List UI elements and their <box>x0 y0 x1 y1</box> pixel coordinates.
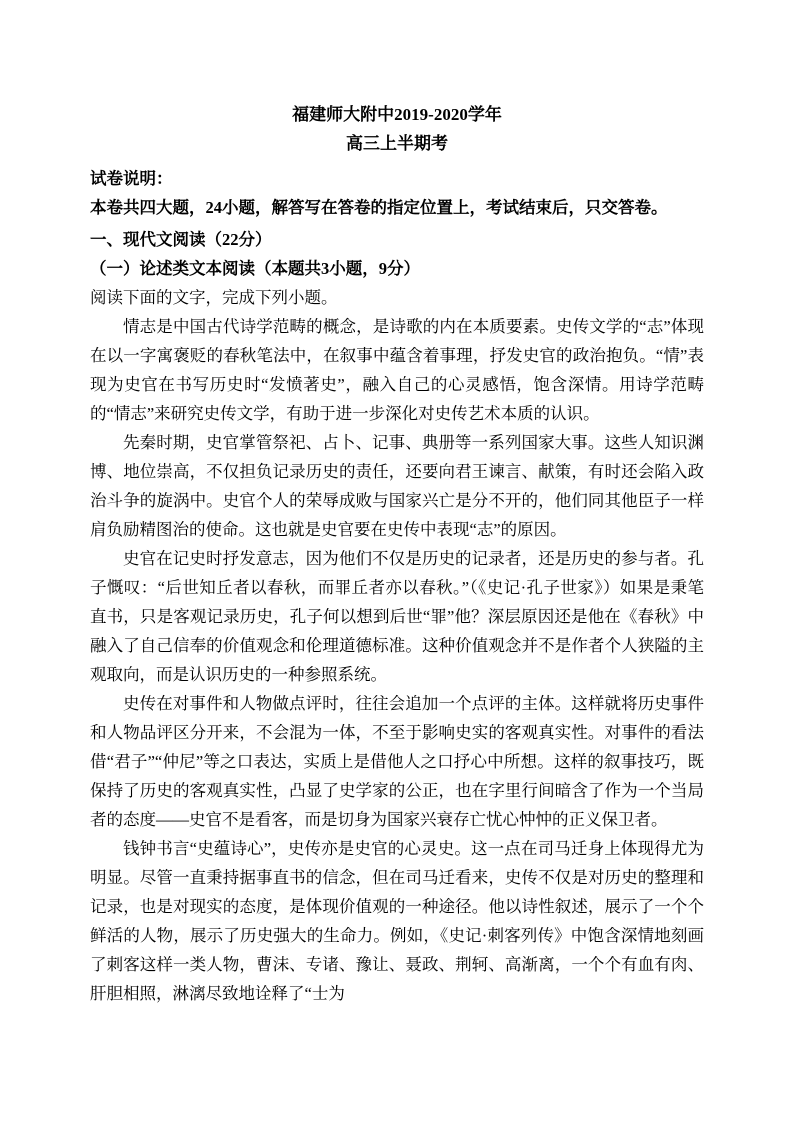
notice-heading: 试卷说明： <box>90 169 173 188</box>
passage-paragraph-4: 史传在对事件和人物做点评时，往往会追加一个点评的主体。这样就将历史事件和人物品评区分开来，不会混为一体，不至于影响史实的客观真实性。对事件的看法借“君子”“仲尼”等之口表达，实质上是借他人之口抒心中所想。这样的叙事技巧，既保持了历史的客观真实性，凸显了史学家的公正，也在字里行间暗含了作为一个当局者的态度——史官不是看客，而是切身为国家兴衰存亡忧心忡忡的正义保卫者。 <box>90 694 704 829</box>
exam-subtitle: 高三上半期考 <box>346 134 448 153</box>
passage-paragraph-1: 情志是中国古代诗学范畴的概念，是诗歌的内在本质要素。史传文学的“志”体现在以一字寓褒贬的春秋笔法中，在叙事中蕴含着事理，抒发史官的政治抱负。“情”表现为史官在书写历史时“发愤著史”，融入自己的心灵感悟，饱含深情。用诗学范畴的“情志”来研究史传文学，有助于进一步深化对史传艺术本质的认识。 <box>90 317 704 423</box>
section-heading: 一、现代文阅读（22分） <box>90 230 272 249</box>
subsection-heading: （一）论述类文本阅读（本题共3小题，9分） <box>90 259 420 278</box>
passage-paragraph-2: 先秦时期，史官掌管祭祀、占卜、记事、典册等一系列国家大事。这些人知识渊博、地位崇高，不仅担负记录历史的责任，还要向君王谏言、献策，有时还会陷入政治斗争的旋涡中。史官个人的荣辱成败与国家兴亡是分不开的，他们同其他臣子一样肩负励精图治的使命。这也就是史官要在史传中表现“志”的原因。 <box>90 433 704 539</box>
notice-body: 本卷共四大题，24小题，解答写在答卷的指定位置上，考试结束后，只交答卷。 <box>90 198 668 217</box>
passage-paragraph-3: 史官在记史时抒发意志，因为他们不仅是历史的记录者，还是历史的参与者。孔子慨叹：“后世知丘者以春秋，而罪丘者亦以春秋。”（《史记·孔子世家》）如果是秉笔直书，只是客观记录历史，孔子何以想到后世“罪”他？深层原因还是他在《春秋》中融入了自己信奉的价值观念和伦理道德标准。这种价值观念并不是作者个人狭隘的主观取向，而是认识历史的一种参照系统。 <box>90 549 704 684</box>
exam-title: 福建师大附中2019-2020学年 <box>292 105 502 124</box>
passage-paragraph-5: 钱钟书言“史蕴诗心”，史传亦是史官的心灵史。这一点在司马迁身上体现得尤为明显。尽管一直秉持据事直书的信念，但在司马迁看来，史传不仅是对历史的整理和记录，也是对现实的态度，是体现价值观的一种途径。他以诗性叙述，展示了一个个鲜活的人物，展示了历史强大的生命力。例如，《史记·刺客列传》中饱含深情地刻画了刺客这样一类人物，曹沫、专诸、豫让、聂政、荆轲、高渐离，一个个有血有肉、肝胆相照，淋漓尽致地诠释了“士为 <box>90 839 704 1003</box>
reading-instruction: 阅读下面的文字，完成下列小题。 <box>90 288 338 307</box>
